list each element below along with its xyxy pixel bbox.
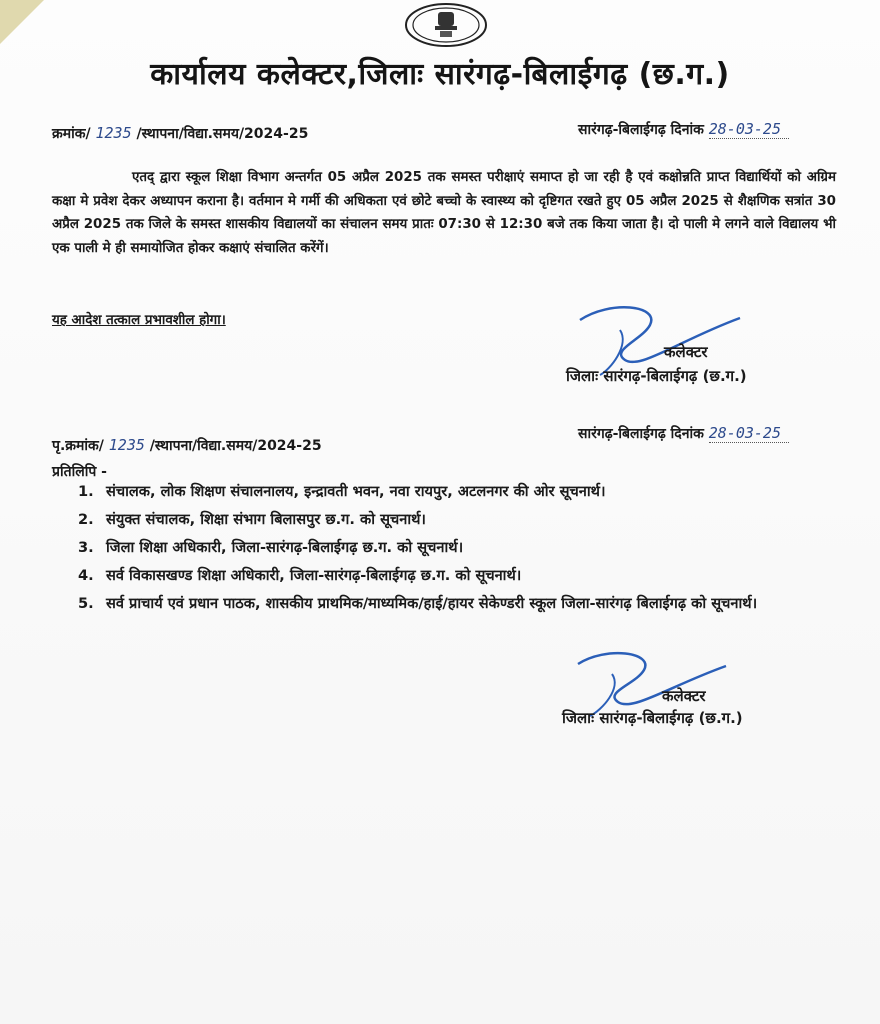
- recipient-list: [78, 478, 848, 618]
- list-item: 5. सर्व प्राचार्य एवं प्रधान पाठक, शासकीय प्राथमिक/माध्यमिक/हाई/हायर सेकेण्डरी स्कूल जिला-सारंगढ़ बिलाईगढ़ को सूचनार्थ।: [78, 595, 758, 612]
- signature-2-designation: कलेक्टर: [662, 687, 706, 705]
- endorsement-date-label: सारंगढ़-बिलाईगढ़ दिनांक: [578, 426, 704, 442]
- list-item: 2. संयुक्त संचालक, शिक्षा संभाग बिलासपुर छ.ग. को सूचनार्थ।: [78, 511, 426, 528]
- signature-1-district: जिलाः सारंगढ़-बिलाईगढ़ (छ.ग.): [566, 367, 747, 385]
- signature-1-designation: कलेक्टर: [664, 343, 708, 361]
- signature-2-district: जिलाः सारंगढ़-बिलाईगढ़ (छ.ग.): [562, 709, 743, 727]
- copy-label: प्रतिलिपि -: [52, 464, 107, 480]
- endorsement-reference: [52, 436, 322, 455]
- list-item: 4. सर्व विकासखण्ड शिक्षा अधिकारी, जिला-सारंगढ़-बिलाईगढ़ छ.ग. को सूचनार्थ।: [78, 567, 522, 584]
- endorsement-date-value: 28-03-25: [709, 424, 789, 443]
- page-fold-corner: [0, 0, 44, 44]
- endorsement-ref-suffix: /स्थापना/विद्या.समय/2024-25: [149, 438, 322, 454]
- endorsement-place-date: [578, 424, 789, 443]
- order-place-date: [578, 120, 789, 139]
- endorsement-ref-number: 1235: [108, 436, 145, 454]
- order-reference: [52, 124, 308, 143]
- effect-note: यह आदेश तत्काल प्रभावशील होगा।: [52, 313, 226, 328]
- order-date-label: सारंगढ़-बिलाईगढ़ दिनांक: [578, 122, 704, 138]
- order-date-value: 28-03-25: [709, 120, 789, 139]
- government-seal-icon: [404, 2, 488, 48]
- order-ref-prefix: क्रमांक/: [52, 126, 91, 142]
- order-body: एतद् द्वारा स्कूल शिक्षा विभाग अन्तर्गत 05 अप्रैल 2025 तक समस्त परीक्षाएं समाप्त हो जा रही है एवं कक्षोन्नति प्राप्त विद्यार्थियों को अग्रिम कक्षा मे प्रवेश देकर अध्यापन कराना है। वर्तमान मे गर्मी की अधिकता एवं छोटे बच्चो के स्वास्थ्य को दृष्टिगत रखते हुए 05 अप्रैल 2025 से शैक्षणिक सत्रांत 30 अप्रैल 2025 तक जिले के समस्त शासकीय विद्यालयों का संचालन समय प्रातः 07:30 से 12:30 बजे तक किया जाता है। दो पाली मे लगने वाले विद्यालय भी एक पाली मे ही समायोजित होकर कक्षाएं संचालित करेंगें।: [52, 170, 836, 256]
- list-item: 1. संचालक, लोक शिक्षण संचालनालय, इन्द्रावती भवन, नवा रायपुर, अटलनगर की ओर सूचनार्थ।: [78, 483, 606, 500]
- order-ref-suffix: /स्थापना/विद्या.समय/2024-25: [136, 126, 309, 142]
- endorsement-ref-prefix: पृ.क्रमांक/: [52, 438, 104, 454]
- order-ref-number: 1235: [95, 124, 132, 142]
- office-title: कार्यालय कलेक्टर,जिलाः सारंगढ़-बिलाईगढ़ (छ.ग.): [150, 57, 730, 92]
- list-item: 3. जिला शिक्षा अधिकारी, जिला-सारंगढ़-बिलाईगढ़ छ.ग. को सूचनार्थ।: [78, 539, 464, 556]
